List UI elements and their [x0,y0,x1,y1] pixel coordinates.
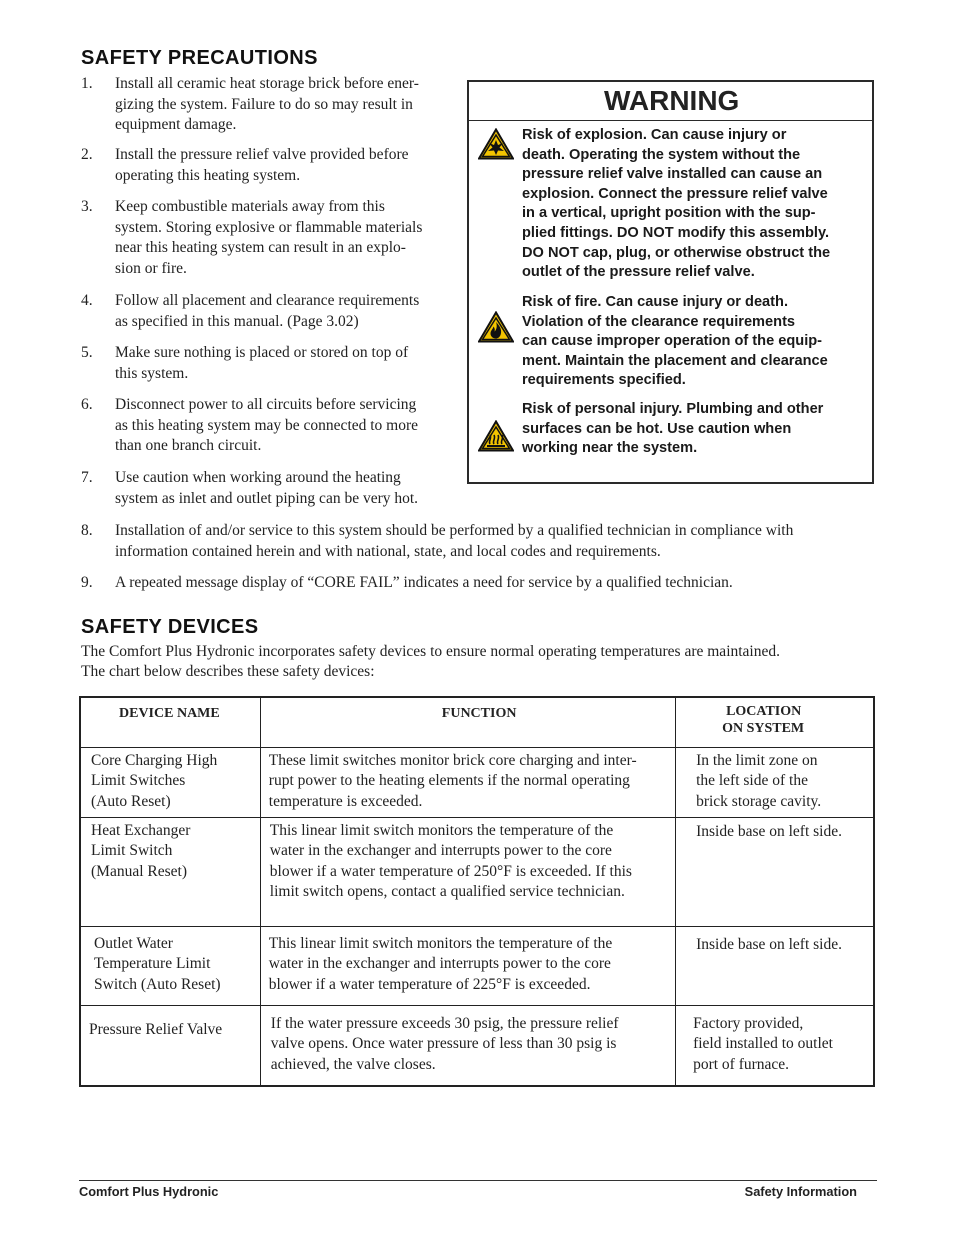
warning-line: requirements specified. [522,372,686,389]
footer-right: Safety Information [744,1184,857,1199]
cell-name [80,926,260,1005]
cell-line: blower if a water temperature of 250°F is exceeded. If this [269,862,632,880]
warning-line: DO NOT cap, plug, or otherwise obstruct the [522,244,831,261]
precaution-number: 2. [81,146,93,163]
cell-function [260,747,675,817]
cell-line: limit switch opens, contact a qualified service technician. [269,883,625,901]
cell-line: field installed to outlet [693,1035,833,1053]
table-row [80,926,874,1005]
precaution-text [115,468,475,509]
hot-surface-icon [478,420,514,452]
precaution-line: information contained herein and with national, state, and local codes and requirements. [115,542,661,560]
precaution-line: Install the pressure relief valve provided before [115,146,409,163]
warning-line: plied fittings. DO NOT modify this assembly. [522,224,830,241]
precaution-line: sion or fire. [115,260,187,278]
warning-line: Risk of personal injury. Plumbing and other [522,401,824,417]
cell-line: temperature is exceeded. [268,792,423,810]
warning-line: explosion. Connect the pressure relief valve [522,185,828,202]
table-header-row [80,697,874,747]
cell-line: Core Charging High [91,751,218,769]
cell-line: Inside base on left side. [696,935,842,953]
cell-line: In the limit zone on [696,751,818,769]
precaution-text [115,291,475,332]
precaution-text [115,573,895,594]
precaution-text [115,145,475,186]
cell-location [676,926,874,1005]
precaution-text [115,521,895,562]
precaution-line: Keep combustible materials away from this [115,198,385,215]
precaution-line: near this heating system can result in an explo- [115,239,406,257]
warning-line: death. Operating the system without the [522,146,801,163]
cell-function [260,817,675,926]
cell-line: Switch (Auto Reset) [94,975,221,993]
precaution-line: system as inlet and outlet piping can be very hot. [115,489,419,507]
cell-name [80,747,260,817]
header-device-name: DEVICE NAME [80,697,260,747]
cell-line: Temperature Limit [94,955,211,973]
header-location-line: LOCATION [726,704,802,719]
cell-line: brick storage cavity. [696,792,822,810]
warning-line: in a vertical, upright position with the sup- [522,205,816,222]
precaution-line: as specified in this manual. (Page 3.02) [115,312,359,330]
warning-line: outlet of the pressure relief valve. [522,264,755,281]
precaution-number: 7. [81,469,93,486]
cell-line: port of furnace. [693,1055,790,1073]
cell-line: Pressure Relief Valve [89,1020,223,1038]
cell-line: (Manual Reset) [91,862,187,880]
warning-fire-text [522,293,874,391]
cell-name [80,1005,260,1086]
precaution-line: equipment damage. [115,116,237,134]
precaution-line: Use caution when working around the heating [115,469,401,486]
precaution-number: 8. [81,522,93,539]
warning-line: ment. Maintain the placement and clearance [522,352,828,369]
precaution-number: 1. [81,75,93,92]
cell-line: If the water pressure exceeds 30 psig, the pressure relief [270,1014,619,1032]
warning-line: surfaces can be hot. Use caution when [522,420,792,437]
cell-location [676,817,874,926]
cell-function [260,926,675,1005]
cell-line: achieved, the valve closes. [270,1055,436,1073]
table-row [80,817,874,926]
precaution-number: 5. [81,344,93,361]
cell-line: These limit switches monitor brick core charging and inter- [268,751,637,769]
cell-line: (Auto Reset) [91,792,171,810]
warning-title: WARNING [469,82,872,121]
header-function: FUNCTION [260,697,675,747]
precaution-text [115,197,475,280]
warning-box [467,80,874,484]
warning-hot-surface-text [522,400,874,459]
safety-devices-heading: SAFETY DEVICES [81,616,259,638]
cell-name [80,817,260,926]
cell-line: Factory provided, [693,1014,804,1032]
precaution-line: gizing the system. Failure to do so may result in [115,95,413,113]
cell-location [676,747,874,817]
precaution-line: Make sure nothing is placed or stored on top of [115,344,409,361]
precaution-line: this system. [115,364,189,382]
safety-precautions-heading: SAFETY PRECAUTIONS [81,47,318,69]
cell-function [260,1005,675,1086]
cell-line: Limit Switch [91,842,173,860]
safety-devices-table [79,696,875,1087]
cell-line: This linear limit switch monitors the temperature of the [268,934,613,952]
cell-line: blower if a water temperature of 225°F is exceeded. [268,975,591,993]
cell-location [676,1005,874,1086]
table-row [80,747,874,817]
cell-line: Inside base on left side. [696,822,842,840]
header-location [676,697,874,747]
warning-line: pressure relief valve installed can cause an [522,166,823,183]
cell-line: Outlet Water [94,934,173,952]
safety-devices-intro [81,642,871,682]
precaution-text [115,395,475,457]
explosion-hazard-icon [478,128,514,160]
warning-line: Violation of the clearance requirements [522,313,796,330]
header-location-line: ON SYSTEM [722,721,805,736]
warning-explosion-text [522,126,874,283]
precaution-line: Install all ceramic heat storage brick before ener- [115,75,419,92]
fire-hazard-icon [478,311,514,343]
precaution-line: system. Storing explosive or flammable materials [115,218,423,236]
warning-line: Risk of explosion. Can cause injury or [522,127,787,143]
cell-line: Limit Switches [91,772,186,790]
precaution-number: 3. [81,198,93,215]
precaution-line: Installation of and/or service to this system should be performed by a qualified technician in compliance with [115,522,794,539]
cell-line: water in the exchanger and interrupts power to the core [268,955,611,973]
cell-line: This linear limit switch monitors the temperature of the [269,821,614,839]
cell-line: valve opens. Once water pressure of less than 30 psig is [270,1035,617,1053]
intro-line: The chart below describes these safety devices: [81,663,375,680]
warning-line: Risk of fire. Can cause injury or death. [522,294,789,310]
warning-line: can cause improper operation of the equip- [522,333,823,350]
intro-line: The Comfort Plus Hydronic incorporates safety devices to ensure normal operating temperatures are maintained. [81,643,780,660]
table-row [80,1005,874,1086]
footer-left: Comfort Plus Hydronic [79,1184,219,1199]
precaution-line: as this heating system may be connected to more [115,416,419,434]
precaution-number: 9. [81,574,93,591]
cell-line: water in the exchanger and interrupts power to the core [269,842,612,860]
cell-line: rupt power to the heating elements if the normal operating [268,772,630,790]
precaution-text [115,74,475,136]
precaution-line: Disconnect power to all circuits before servicing [115,396,417,413]
footer-rule [79,1180,877,1181]
precaution-line: A repeated message display of “CORE FAIL” indicates a need for service by a qualified technician. [115,574,733,591]
precaution-number: 6. [81,396,93,413]
cell-line: Heat Exchanger [91,821,191,839]
precaution-line: Follow all placement and clearance requirements [115,292,420,309]
precaution-text [115,343,475,384]
precaution-line: operating this heating system. [115,166,301,184]
cell-line: the left side of the [696,772,808,790]
warning-line: working near the system. [522,440,698,457]
precaution-line: than one branch circuit. [115,437,262,455]
precaution-number: 4. [81,292,93,309]
